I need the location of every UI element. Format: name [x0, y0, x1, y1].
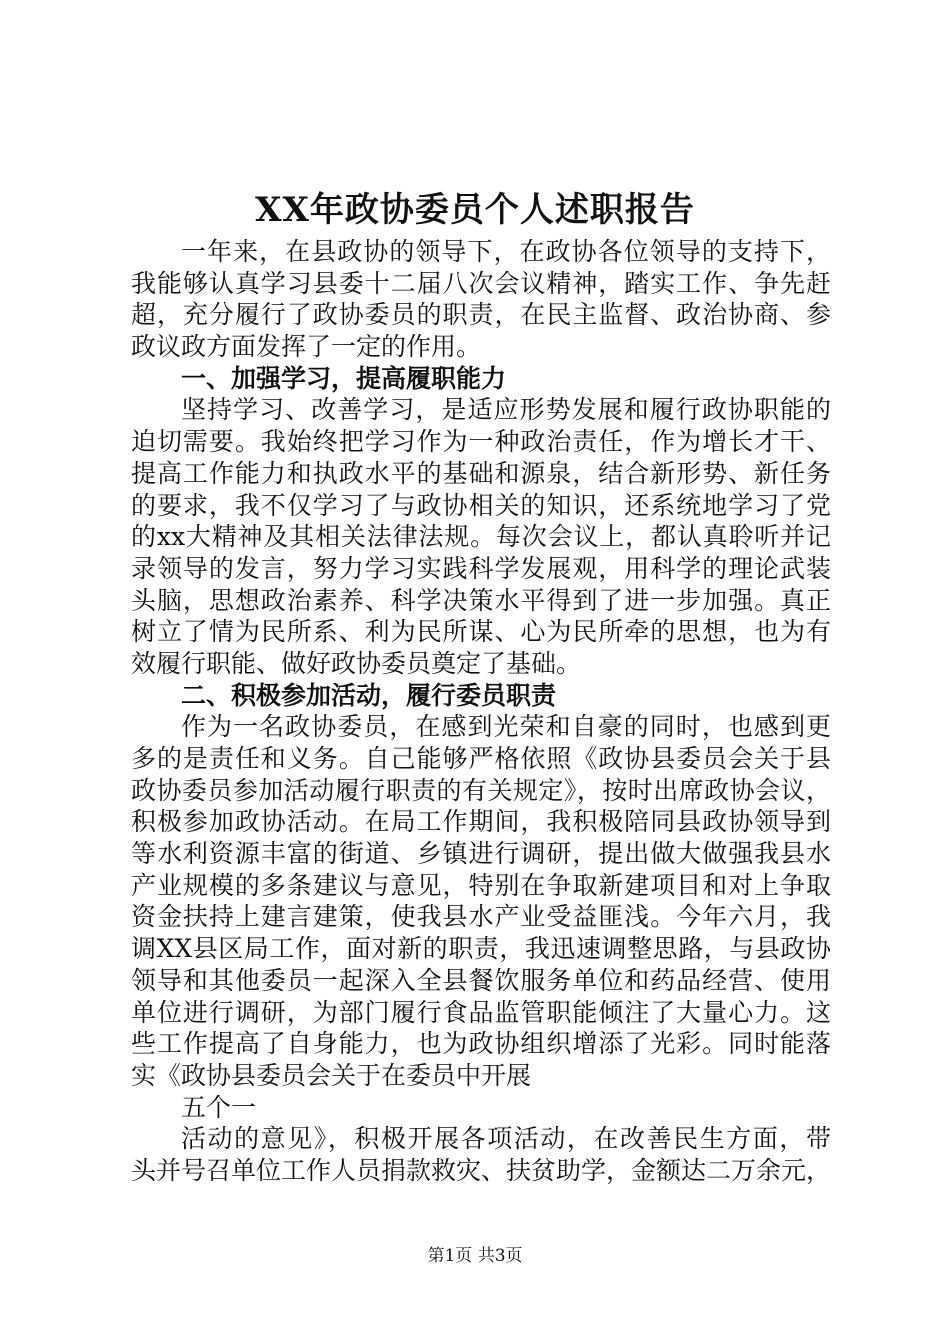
paragraph-line: 我能够认真学习县委十二届八次会议精神，踏实工作、争先赶 — [131, 268, 831, 298]
paragraph-line: 积极参加政协活动。在局工作期间，我积极陪同县政协领导到 — [131, 807, 831, 837]
paragraph-line: 产业规模的多条建议与意见，特别在争取新建项目和对上争取 — [131, 870, 831, 900]
section-heading: 一、加强学习，提高履职能力 — [181, 363, 507, 393]
page-footer: 第1页 共3页 — [427, 1246, 523, 1266]
section-heading: 二、积极参加活动，履行委员职责 — [181, 680, 557, 710]
paragraph-line: 一年来，在县政协的领导下，在政协各位领导的支持下， — [181, 237, 831, 266]
paragraph-line: 迫切需要。我始终把学习作为一种政治责任，作为增长才干、 — [131, 427, 831, 457]
paragraph-line: 领导和其他委员一起深入全县餐饮服务单位和药品经营、使用 — [131, 965, 831, 995]
document-body — [131, 236, 831, 1187]
paragraph-line: 单位进行调研，为部门履行食品监管职能倾注了大量心力。这 — [131, 997, 831, 1027]
paragraph-line: 录领导的发言，努力学习实践科学发展观，用科学的理论武装 — [131, 553, 831, 583]
paragraph-line: 多的是责任和义务。自己能够严格依照《政协县委员会关于县 — [131, 744, 831, 773]
paragraph-line: 超，充分履行了政协委员的职责，在民主监督、政治协商、参 — [131, 300, 831, 330]
paragraph-line: 效履行职能、做好政协委员奠定了基础。 — [131, 648, 582, 678]
paragraph-line: 政协委员参加活动履行职责的有关规定》，按时出席政协会议， — [131, 775, 831, 805]
paragraph-line: 资金扶持上建言建策，使我县水产业受益匪浅。今年六月，我 — [131, 902, 831, 932]
paragraph-line: 头并号召单位工作人员捐款救灾、扶贫助学，金额达二万余元， — [131, 1155, 832, 1185]
paragraph-line: 作为一名政协委员，在感到光荣和自豪的同时，也感到更 — [181, 712, 831, 742]
paragraph-line: 的xx大精神及其相关法律法规。每次会议上，都认真聆听并记 — [131, 522, 831, 552]
paragraph-line: 等水利资源丰富的街道、乡镇进行调研，提出做大做强我县水 — [131, 839, 831, 869]
paragraph-line: 活动的意见》，积极开展各项活动，在改善民生方面，带 — [181, 1124, 831, 1154]
paragraph-line: 头脑，思想政治素养、科学决策水平得到了进一步加强。真正 — [131, 585, 831, 615]
paragraph-line: 的要求，我不仅学习了与政协相关的知识，还系统地学习了党 — [131, 490, 831, 520]
paragraph-line: 树立了情为民所系、利为民所谋、心为民所牵的思想，也为有 — [131, 617, 831, 647]
document-title: XX年政协委员个人述职报告 — [255, 190, 695, 230]
paragraph-line: 提高工作能力和执政水平的基础和源泉，结合新形势、新任务 — [131, 458, 831, 488]
paragraph-line: 五个一 — [181, 1092, 257, 1122]
paragraph-line: 政议政方面发挥了一定的作用。 — [131, 332, 482, 362]
paragraph-line: 些工作提高了自身能力，也为政协组织增添了光彩。同时能落 — [131, 1029, 831, 1059]
paragraph-line: 实《政协县委员会关于在委员中开展 — [131, 1060, 532, 1090]
paragraph-line: 调XX县区局工作，面对新的职责，我迅速调整思路，与县政协 — [131, 934, 831, 964]
paragraph-line: 坚持学习、改善学习，是适应形势发展和履行政协职能的 — [181, 395, 831, 425]
